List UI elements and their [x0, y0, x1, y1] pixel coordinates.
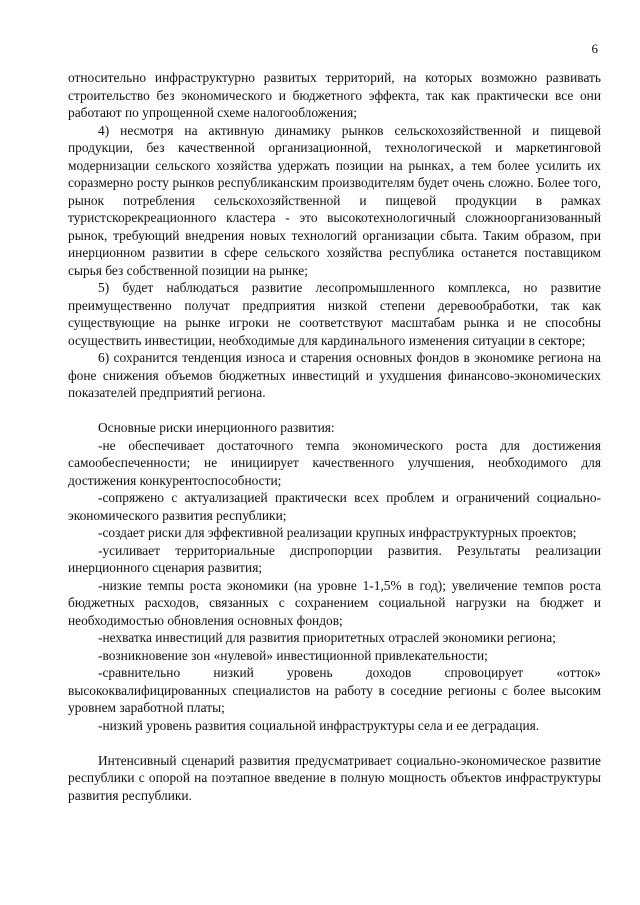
paragraph: -низкие темпы роста экономики (на уровне 1-1,5% в год); увеличение темпов роста бюджетных расходов, связанных с сохранением социальной нагрузки на бюджет и необходимостью обновления основных фондов;	[68, 577, 601, 628]
paragraph: -нехватка инвестиций для развития приоритетных отраслей экономики региона;	[98, 630, 556, 645]
paragraph: относительно инфраструктурно развитых территорий, на которых возможно развивать строительство без экономического и бюджетного эффекта, так как практически все они работают по упрощенной схеме налогообложения;	[68, 70, 601, 120]
paragraph: -возникновение зон «нулевой» инвестиционной привлекательности;	[98, 647, 488, 663]
page-number: 6	[591, 41, 598, 56]
paragraph-spacer	[68, 734, 601, 752]
paragraph: -создает риски для эффективной реализации крупных инфраструктурных проектов;	[98, 525, 577, 540]
paragraph: -сопряжено с актуализацией практически всех проблем и ограничений социально-экономического развития республики;	[68, 490, 601, 523]
document-body	[68, 69, 601, 804]
paragraph: 4) несмотря на активную динамику рынков сельскохозяйственной и пищевой продукции, без качественной организационной, технологической и маркетинговой модернизации сельского хозяйства удержать позиции на рынках, а тем более усилить их соразмерно росту рынков республиканским производителям будет очень сложно. Более того, рынок потребления сельскохозяйственной и пищевой продукции в рамках туристскорекреационного кластера - это высокотехнологичный сложноорганизованный рынок, требующий внедрения новых технологий организации сбыта. Таким образом, при инерционном развитии в сфере сельского хозяйства республика останется поставщиком сырья без собственной позиции на рынке;	[68, 122, 601, 278]
paragraph: Основные риски инерционного развития:	[98, 420, 335, 435]
paragraph: 6) сохранится тенденция износа и старения основных фондов в экономике региона на фоне снижения объемов бюджетных инвестиций и ухудшения финансово-экономических показателей предприятий региона.	[68, 350, 601, 400]
paragraph: -усиливает территориальные диспропорции развития. Результаты реализации инерционного сценария развития;	[68, 542, 601, 575]
paragraph: 5) будет наблюдаться развитие лесопромышленного комплекса, но развитие преимущественно получат предприятия низкой степени деревообработки, так как существующие на рынке игроки не соответствуют масштабам рынка и не способны осуществить инвестиции, необходимые для кардинального изменения ситуации в секторе;	[68, 280, 601, 348]
paragraph-spacer	[68, 402, 601, 420]
paragraph: -сравнительно низкий уровень доходов спровоцирует «отток» высококвалифицированных специалистов на работу в соседние регионы с более высоким уровнем заработной платы;	[68, 665, 601, 715]
paragraph: -не обеспечивает достаточного темпа экономического роста для достижения самообеспеченности; не инициирует качественного улучшения, необходимого для достижения конкурентоспособности;	[68, 437, 601, 488]
paragraph: -низкий уровень развития социальной инфраструктуры села и ее деградация.	[98, 717, 540, 733]
paragraph: Интенсивный сценарий развития предусматривает социально-экономическое развитие республики с опорой на поэтапное введение в полную мощность объектов инфраструктуры развития республики.	[68, 752, 601, 803]
